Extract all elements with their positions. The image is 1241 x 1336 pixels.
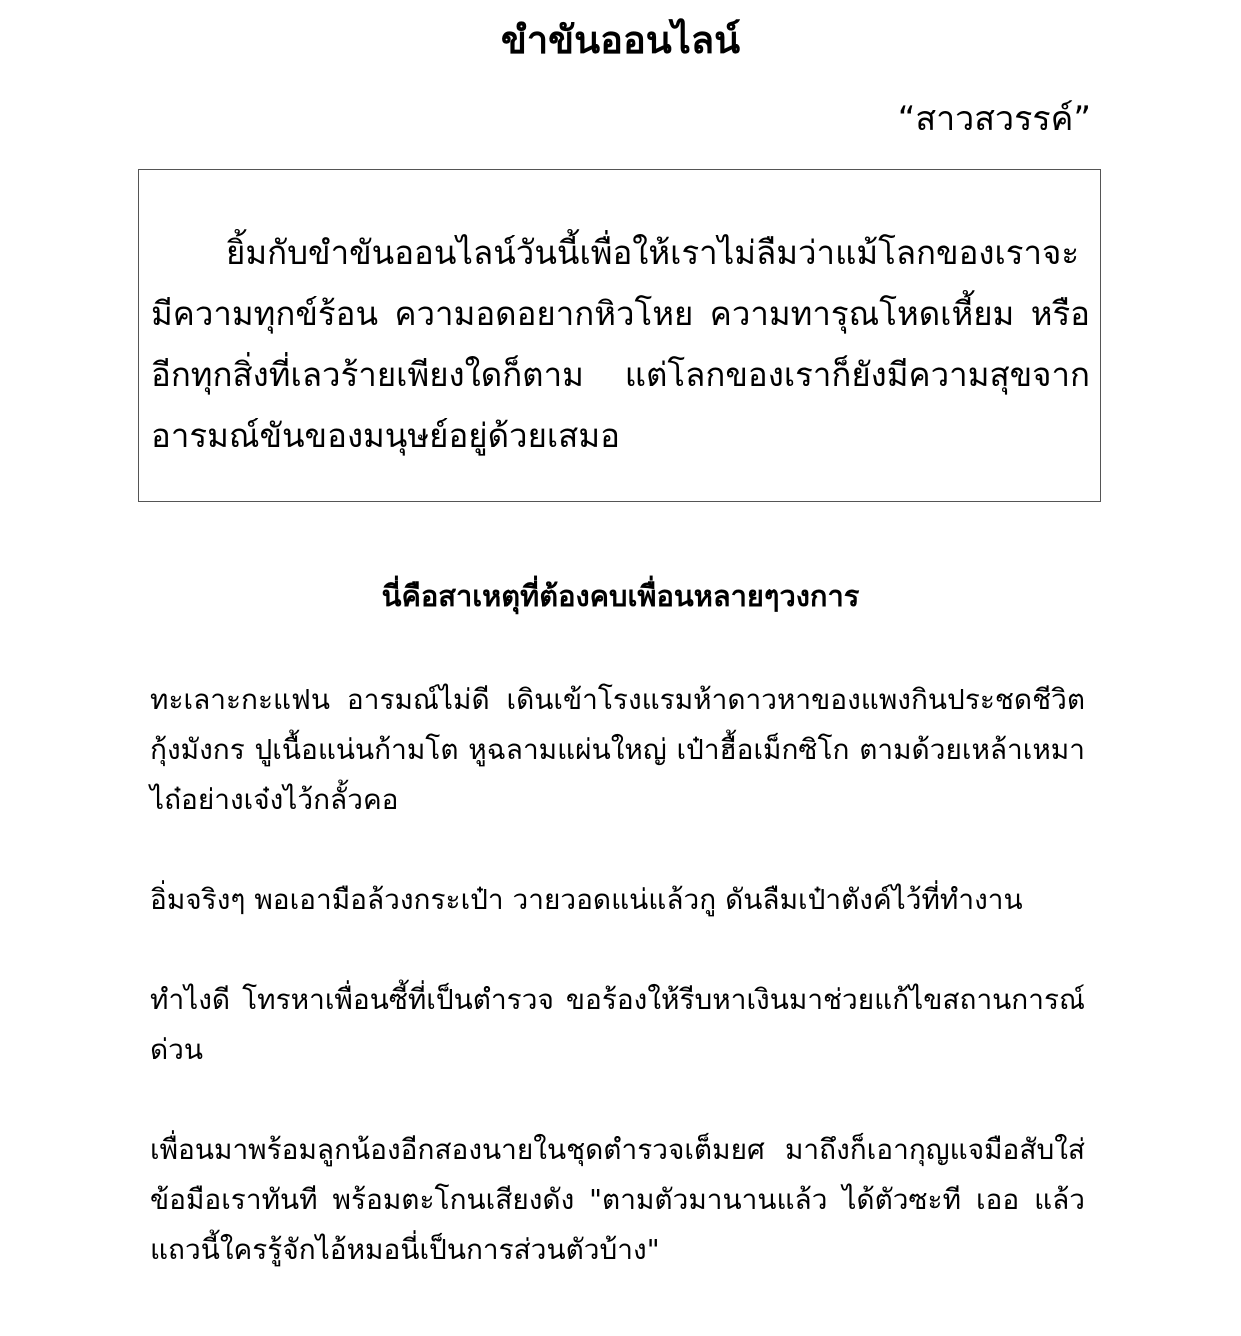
story-paragraph: อิ่มจริงๆ พอเอามือล้วงกระเป๋า วายวอดแน่แล้วกู ดันลืมเป๋าตังค์ไว้ที่ทำงาน [150, 883, 1023, 916]
intro-box [138, 169, 1101, 502]
story-paragraph: ทำไงดี โทรหาเพื่อนซี้ที่เป็นตำรวจ ขอร้องให้รีบหาเงินมาช่วยแก้ไขสถานการณ์ด่วน [150, 983, 1085, 1066]
section-heading: นี่คือสาเหตุที่ต้องคบเพื่อนหลายๆวงการ [381, 579, 860, 613]
author-name: “สาวสวรรค์” [897, 99, 1091, 139]
story-body [150, 675, 1085, 1325]
story-paragraph: เพื่อนมาพร้อมลูกน้องอีกสองนายในชุดตำรวจเต็มยศ มาถึงก็เอากุญแจมือสับใส่ข้อมือเราทันที พร้อมตะโกนเสียงดัง "ตามตัวมานานแล้ว ได้ตัวซะที เออ แล้วแถวนี้ใครรู้จักไอ้หมอนี่เป็นการส่วนตัวบ้าง" [150, 1133, 1085, 1266]
intro-text: ยิ้มกับขำขันออนไลน์วันนี้เพื่อให้เราไม่ลืมว่าแม้โลกของเราจะมีความทุกข์ร้อน ความอดอยากหิวโหย ความทารุณโหดเหี้ยม หรืออีกทุกสิ่งที่เลวร้ายเพียงใดก็ตาม แต่โลกของเราก็ยังมีความสุขจากอารมณ์ขันของมนุษย์อยู่ด้วยเสมอ [151, 233, 1090, 455]
story-paragraph: ทะเลาะกะแฟน อารมณ์ไม่ดี เดินเข้าโรงแรมห้าดาวหาของแพงกินประชดชีวิต กุ้งมังกร ปูเนื้อแน่นก้ามโต หูฉลามแผ่นใหญ่ เป๋าฮื้อเม็กซิโก ตามด้วยเหล้าเหมาไถ๋อย่างเจ๋งไว้กลั้วคอ [150, 683, 1085, 816]
page-title: ขำขันออนไลน์ [500, 18, 741, 62]
